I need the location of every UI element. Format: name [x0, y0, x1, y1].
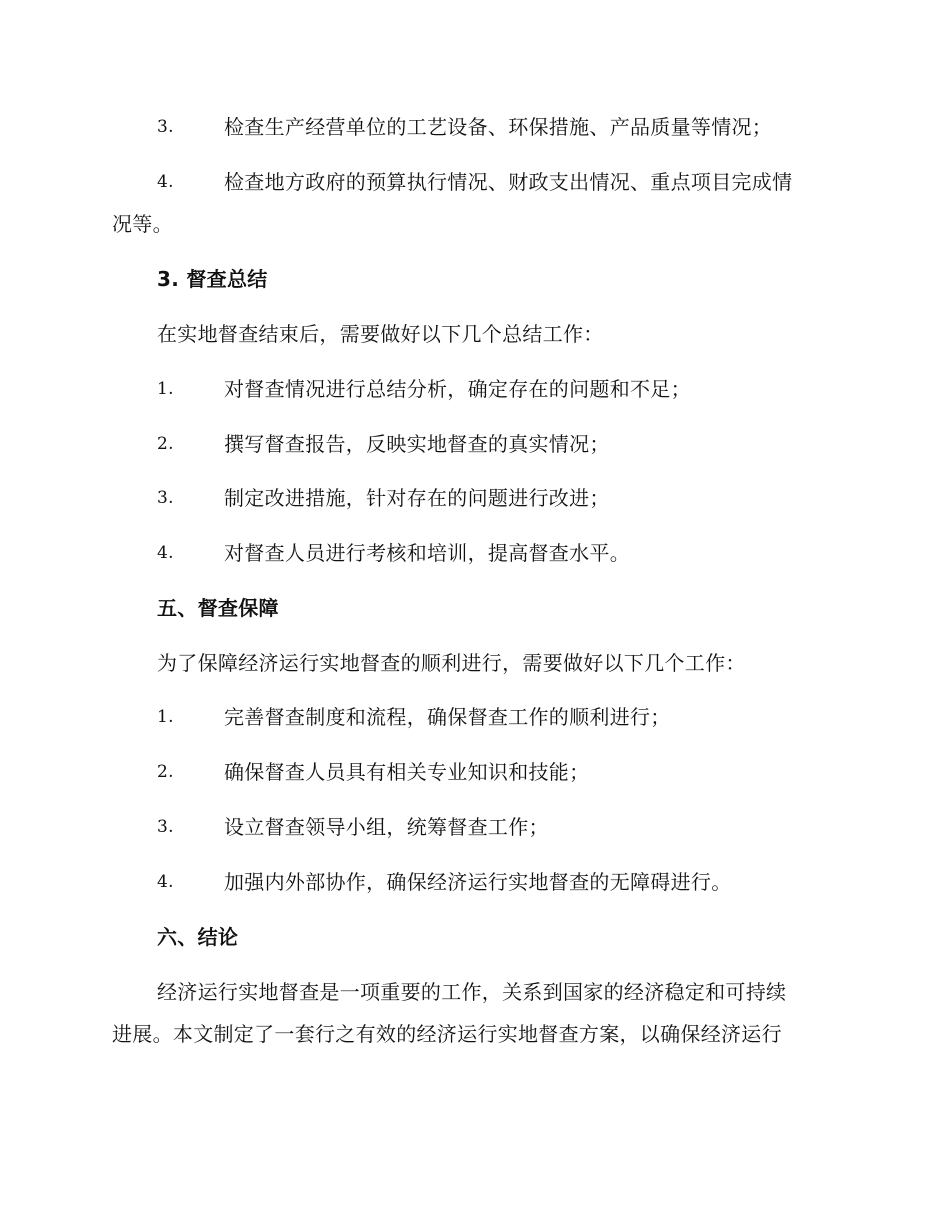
list-text: 检查生产经营单位的工艺设备、环保措施、产品质量等情况；: [224, 115, 773, 139]
paragraph-line: 进展。本文制定了一套行之有效的经济运行实地督查方案，以确保经济运行: [112, 1022, 782, 1046]
list-number: 2.: [157, 762, 174, 782]
list-item: [112, 807, 832, 847]
list-number: 4.: [157, 543, 174, 563]
list-text: 制定改进措施，针对存在的问题进行改进；: [224, 486, 610, 510]
list-item: [112, 697, 832, 737]
list-number: 3.: [157, 488, 174, 508]
list-number: 1.: [157, 707, 174, 727]
section-intro: 为了保障经济运行实地督查的顺利进行，需要做好以下几个工作：: [157, 651, 746, 675]
section-heading: 五、督查保障: [157, 596, 279, 620]
list-text: 完善督查制度和流程，确保督查工作的顺利进行；: [224, 705, 671, 729]
section-intro: 在实地督查结束后，需要做好以下几个总结工作：: [157, 322, 604, 346]
list-number: 2.: [157, 434, 174, 454]
section-heading: 六、结论: [157, 925, 239, 949]
list-number: 4.: [157, 172, 174, 192]
list-item: [112, 752, 832, 792]
list-text: 撰写督查报告，反映实地督查的真实情况；: [224, 432, 610, 456]
list-number: 4.: [157, 872, 174, 892]
list-item: [112, 369, 832, 409]
list-item: [112, 478, 832, 518]
list-text: 检查地方政府的预算执行情况、财政支出情况、重点项目完成情: [224, 170, 793, 194]
list-item: [112, 162, 832, 202]
list-text: 加强内外部协作，确保经济运行实地督查的无障碍进行。: [224, 870, 732, 894]
section-heading: 3. 督查总结: [157, 267, 268, 291]
list-text: 对督查人员进行考核和培训，提高督查水平。: [224, 541, 630, 565]
list-item: [112, 862, 832, 902]
list-text-continuation: 况等。: [112, 212, 173, 236]
list-text: 对督查情况进行总结分析，确定存在的问题和不足；: [224, 377, 691, 401]
list-item: [112, 533, 832, 573]
list-item: [112, 107, 832, 147]
list-text: 确保督查人员具有相关专业知识和技能；: [224, 760, 590, 784]
list-item: [112, 424, 832, 464]
list-number: 3.: [157, 117, 174, 137]
paragraph-line: 经济运行实地督查是一项重要的工作，关系到国家的经济稳定和可持续: [157, 980, 787, 1004]
list-text: 设立督查领导小组，统筹督查工作；: [224, 815, 549, 839]
list-number: 1.: [157, 379, 174, 399]
list-number: 3.: [157, 817, 174, 837]
